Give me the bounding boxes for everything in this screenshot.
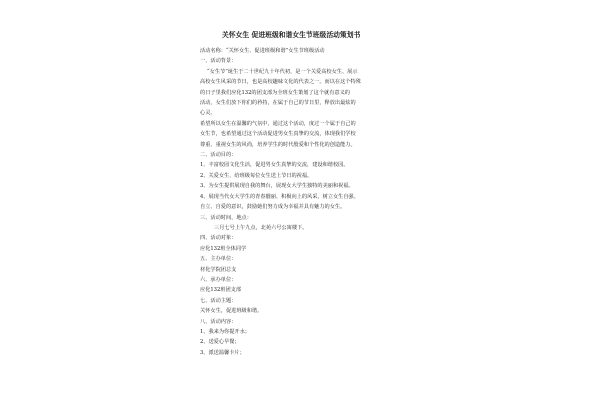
document-line: 的日子里我们应化132的团支部为全班女生策划了这个就有意义的: [200, 89, 350, 96]
document-line: 女生节，也希望通过这个活动促进男女生真挚的交流，体现我们学校: [200, 131, 356, 138]
document-line: 高校女生风采的节日，也是高校趣味文化的代表之一。而以在这个特殊: [200, 79, 361, 86]
document-line: 四、活动对象：: [200, 235, 237, 242]
document-line: 心灵。: [200, 110, 216, 117]
document-line: 五、主办单位：: [200, 256, 237, 263]
document-line: “女生节”诞生于二十世纪九十年代初，是一个关爱高校女生、展示: [207, 68, 358, 75]
document-line: 材化学院团总支: [200, 266, 237, 273]
document-line: 活动，女生们放下你们的矜持，在属于自己的节日里，释放出最炫的: [200, 100, 356, 107]
document-line: 尊重、重视女生的风尚，培养学生的时代殷爱和个性化的创造能力。: [200, 141, 356, 148]
document-line: 2、送爱心早餐；: [200, 339, 240, 346]
document-line: 2、关爱女生，给班级每位女生送上节日的祝福。: [200, 172, 313, 179]
document-line: 应化132班团支部: [200, 287, 242, 294]
document-line: 二、活动目的：: [200, 152, 237, 159]
document-line: 1、丰富校园文化生活，促进男女生真挚的交流，建设和谐校园。: [200, 162, 349, 169]
document-title: 关怀女生 促进班级和谐女生节班级活动策划书: [222, 31, 361, 39]
document-line: 应化132班全体同学: [200, 245, 247, 252]
document-line: 4、展现当代女大学生的青春靓丽、积极向上的风采，树立女生自强、: [200, 193, 359, 200]
document-line: 八、活动内容：: [200, 318, 237, 325]
document-line: 六、承办单位：: [200, 276, 237, 283]
document-page: [200, 30, 410, 358]
document-line: 一、活动背景：: [200, 58, 237, 65]
document-line: 三、活动时间、地点：: [200, 214, 252, 221]
document-line: 三月七号上午九点，北苑六号公寓楼下。: [214, 224, 308, 231]
document-line: 3、派送温馨卡片；: [200, 349, 245, 356]
document-line: 活动名称：“关怀女生、促进班级和谐”女生节班级活动: [200, 48, 325, 54]
document-line: 希望所以女生在温馨的气氛中，通过这个活动，度过一个属于自己的: [200, 120, 356, 127]
document-line: 关怀女生，促进班级和谐。: [200, 308, 263, 315]
document-body: [200, 46, 410, 358]
document-line: 自立、自爱的意识，鼓励她们努力成为幸福并具有魅力的女生。: [200, 204, 346, 211]
document-line: 1、我来为你提开水；: [200, 328, 250, 335]
document-line: 3、为女生提供展现自我的舞台，展现女大学生独特的美丽和祝福。: [200, 183, 354, 190]
document-line: 七、活动主题：: [200, 297, 237, 304]
